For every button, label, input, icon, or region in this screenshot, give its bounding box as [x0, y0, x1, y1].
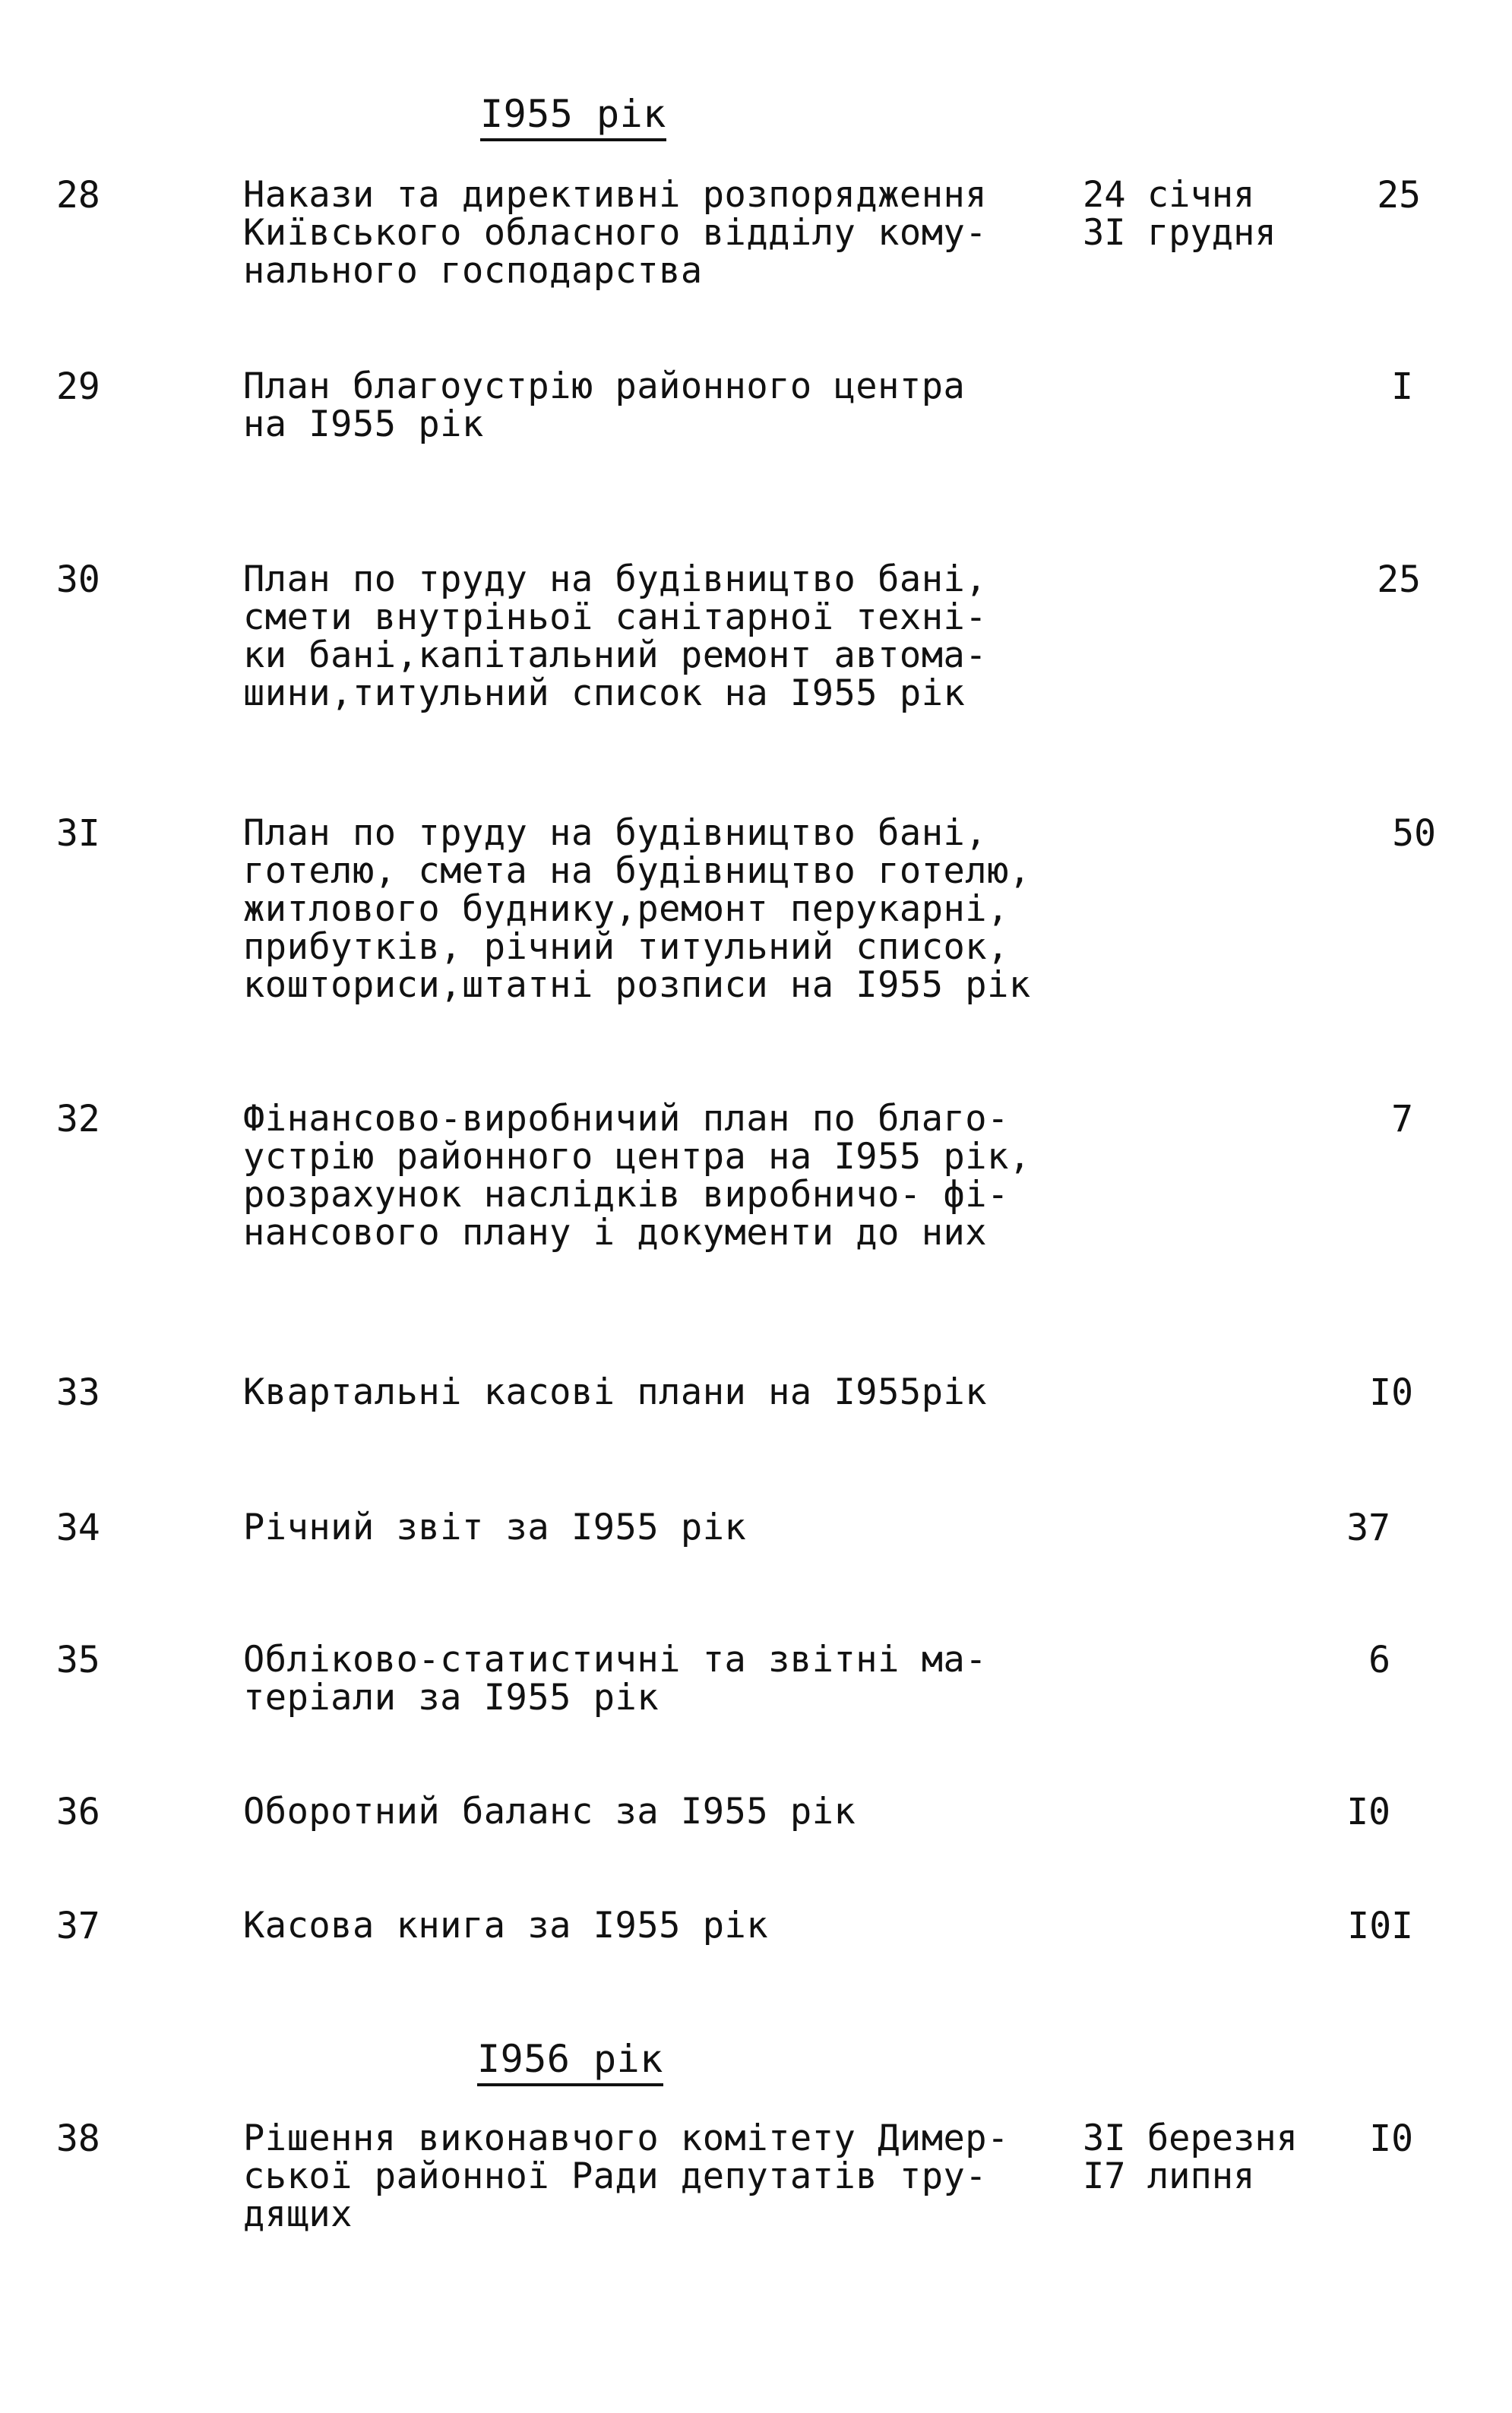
- entry-title: Касова книга за I955 рік: [243, 1905, 769, 1947]
- entry-title: Річний звіт за I955 рік: [243, 1507, 747, 1548]
- entry-number: 33: [56, 1371, 100, 1414]
- entry-pages: 7: [1391, 1098, 1413, 1140]
- entry-number: 32: [56, 1098, 100, 1140]
- entry-pages: I0: [1369, 1371, 1413, 1414]
- entry-number: 3I: [56, 812, 100, 855]
- entry-number: 30: [56, 558, 100, 601]
- entry-number: 28: [56, 174, 100, 217]
- entry-number: 38: [56, 2117, 100, 2160]
- entry-number: 34: [56, 1507, 100, 1549]
- entry-pages: I: [1391, 365, 1413, 408]
- entry-title: Рішення виконавчого комітету Димер- ської районної Ради депутатів тру- дящих: [243, 2117, 1009, 2235]
- entry-dates: 24 січня 3I грудня: [1083, 174, 1276, 254]
- entry-pages: 6: [1368, 1639, 1390, 1681]
- entry-pages: I0: [1369, 2117, 1413, 2160]
- entry-number: 29: [56, 365, 100, 408]
- entry-pages: 25: [1377, 558, 1421, 601]
- entry-title: План по труду на будівництво бані, смети внутріньої санітарної техні- ки бані,капітальний ремонт автома- шини,титульний список на I955 рік: [243, 558, 988, 714]
- entry-number: 37: [56, 1905, 100, 1947]
- entry-title: Оборотний баланс за I955 рік: [243, 1791, 856, 1833]
- entry-title: Квартальні касові плани на I955рік: [243, 1371, 988, 1413]
- year-heading: I955 рік: [480, 93, 666, 141]
- entry-number: 35: [56, 1639, 100, 1681]
- entry-title: План по труду на будівництво бані, готелю, смета на будівництво готелю, житлового буднику,ремонт перукарні, прибутків, річний титульний список, кошториси,штатні розписи на I955 рік: [243, 812, 1031, 1006]
- entry-pages: I0: [1346, 1791, 1390, 1833]
- entry-title: Накази та директивні розпорядження Київського обласного відділу кому- нального господарства: [243, 174, 988, 292]
- entry-pages: 25: [1377, 174, 1421, 217]
- entry-pages: I0I: [1347, 1905, 1413, 1947]
- entry-title: Фінансово-виробничий план по благо- устрію районного центра на I955 рік, розрахунок наслідків виробничо- фі- нансового плану і документи до них: [243, 1098, 1031, 1254]
- entry-dates: 3I березня I7 липня: [1083, 2117, 1298, 2197]
- entry-pages: 37: [1346, 1507, 1390, 1549]
- entry-title: Обліково-статистичні та звітні ма- теріали за I955 рік: [243, 1639, 988, 1719]
- entry-pages: 50: [1392, 812, 1436, 855]
- entry-number: 36: [56, 1791, 100, 1833]
- entry-title: План благоустрію районного центра на I955 рік: [243, 365, 966, 445]
- year-heading: I956 рік: [477, 2038, 663, 2086]
